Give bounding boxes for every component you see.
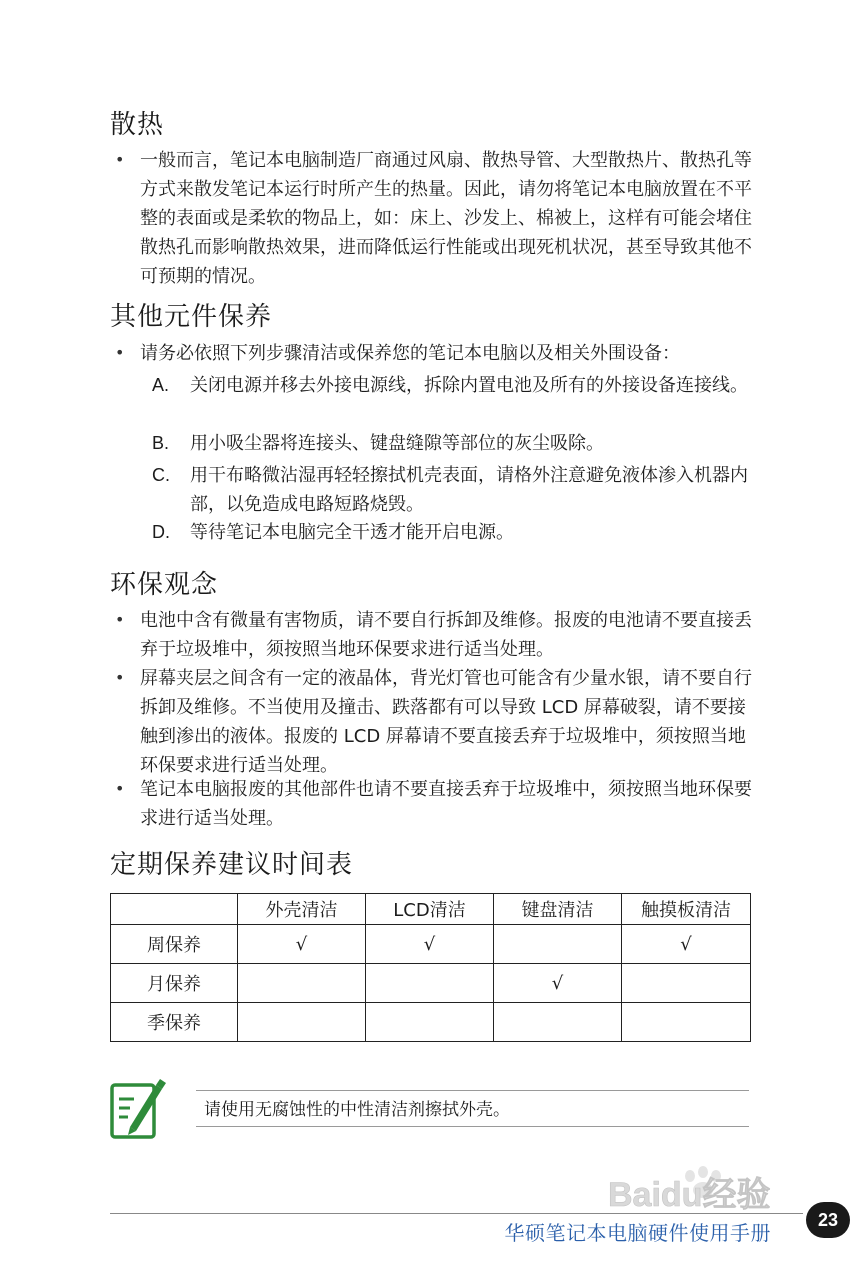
step-text-b: 用小吸尘器将连接头、键盘缝隙等部位的灰尘吸除。 (190, 433, 604, 454)
baidu-paw-icon (608, 1162, 798, 1212)
table-row (111, 925, 751, 964)
column-header-keyboard: 键盘清洁 (494, 894, 622, 925)
env-item-2: 屏幕夹层之间含有一定的液晶体，背光灯管也可能含有少量水银，请不要自行拆卸及维修。不当使用及撞击、跌落都有可以导致 LCD 屏幕破裂，请不要接触到渗出的液体。报废的 LCD 屏幕请不要直接丢弃于垃圾堆中，须按照当地环保要求进行适当处理。 (140, 668, 752, 776)
step-letter-a: A. (152, 375, 170, 395)
bullet-dot: • (115, 150, 125, 169)
bullet-dot: • (115, 343, 125, 362)
note-top-rule (196, 1090, 749, 1091)
table-cell: √ (238, 925, 366, 964)
table-cell (366, 964, 494, 1003)
column-header-case: 外壳清洁 (238, 894, 366, 925)
table-row (111, 964, 751, 1003)
note-bottom-rule (196, 1126, 749, 1127)
table-cell: √ (622, 925, 751, 964)
page-number-badge: 23 (806, 1202, 850, 1238)
table-cell (622, 1003, 751, 1042)
table-corner-cell (111, 894, 238, 925)
heat-paragraph: 一般而言，笔记本电脑制造厂商通过风扇、散热导管、大型散热片、散热孔等方式来散发笔记本运行时所产生的热量。因此，请勿将笔记本电脑放置在不平整的表面或是柔软的物品上，如：床上、沙发上、棉被上，这样有可能会堵住散热孔而影响散热效果，进而降低运行性能或出现死机状况，甚至导致其他不可预期的情况。 (140, 150, 752, 287)
baidu-watermark (608, 1162, 798, 1212)
table-row (111, 1003, 751, 1042)
table-cell: √ (366, 925, 494, 964)
table-cell (238, 1003, 366, 1042)
table-cell: √ (494, 964, 622, 1003)
other-intro: 请务必依照下列步骤清洁或保养您的笔记本电脑以及相关外围设备： (140, 343, 680, 364)
bullet-dot: • (115, 610, 125, 629)
maintenance-schedule-table (110, 893, 751, 1042)
column-header-touchpad: 触摸板清洁 (622, 894, 751, 925)
note-pen-icon (108, 1075, 168, 1141)
section-title-heat: 散热 (110, 110, 165, 140)
footer-rule (110, 1213, 803, 1214)
step-letter-b: B. (152, 433, 170, 453)
table-cell (494, 925, 622, 964)
bullet-dot: • (115, 668, 125, 687)
env-item-3: 笔记本电脑报废的其他部件也请不要直接丢弃于垃圾堆中，须按照当地环保要求进行适当处理。 (140, 779, 752, 829)
row-label-quarterly: 季保养 (111, 1003, 238, 1042)
footer-manual-title: 华硕笔记本电脑硬件使用手册 (504, 1221, 771, 1245)
note-text: 请使用无腐蚀性的中性清洁剂擦拭外壳。 (204, 1100, 510, 1120)
step-letter-d: D. (152, 522, 170, 542)
env-item-1: 电池中含有微量有害物质，请不要自行拆卸及维修。报废的电池请不要直接丢弃于垃圾堆中，须按照当地环保要求进行适当处理。 (140, 610, 752, 660)
section-title-other: 其他元件保养 (110, 302, 273, 332)
step-text-a: 关闭电源并移去外接电源线，拆除内置电池及所有的外接设备连接线。 (190, 375, 748, 396)
step-text-d: 等待笔记本电脑完全干透才能开启电源。 (190, 522, 514, 543)
row-label-monthly: 月保养 (111, 964, 238, 1003)
table-cell (366, 1003, 494, 1042)
table-cell (238, 964, 366, 1003)
bullet-dot: • (115, 779, 125, 798)
section-title-schedule: 定期保养建议时间表 (110, 850, 354, 880)
table-cell (622, 964, 751, 1003)
step-text-c: 用干布略微沾湿再轻轻擦拭机壳表面，请格外注意避免液体渗入机器内部，以免造成电路短路烧毁。 (190, 465, 748, 515)
table-header-row (111, 894, 751, 925)
table-cell (494, 1003, 622, 1042)
row-label-weekly: 周保养 (111, 925, 238, 964)
step-letter-c: C. (152, 465, 170, 485)
column-header-lcd: LCD清洁 (366, 894, 494, 925)
watermark-text: Baidu经验 (608, 1176, 771, 1212)
section-title-env: 环保观念 (110, 570, 219, 600)
